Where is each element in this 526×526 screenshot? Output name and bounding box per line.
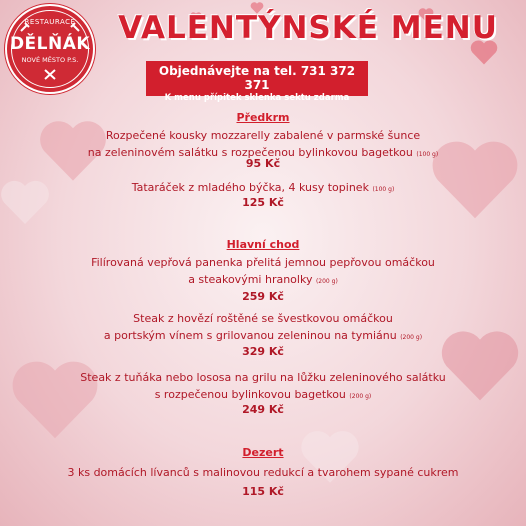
item-line: Steak z hovězí roštěné se švestkovou omáčkou: [133, 312, 393, 325]
hammer-icon: [19, 21, 31, 33]
item-weight: (200 g): [349, 393, 372, 400]
menu-title: VALENTÝNSKÉ MENU: [118, 10, 498, 46]
item-price: 249 Kč: [242, 403, 284, 416]
item-price: 259 Kč: [242, 290, 284, 303]
menu-item-description: [0, 464, 526, 481]
item-weight: (100 g): [372, 186, 395, 193]
menu-item-description: [0, 369, 526, 405]
section-title-hlavni-chod: Hlavní chod: [226, 238, 300, 251]
item-line: Steak z tuňáka nebo lososa na grilu na lůžku zeleninového salátku: [80, 371, 446, 384]
section-title-dezert: Dezert: [242, 446, 284, 459]
logo-top-text: RESTAURACE: [24, 18, 76, 26]
item-price: 115 Kč: [242, 485, 284, 498]
item-price: 125 Kč: [242, 196, 284, 209]
crossed-hammers-icon: [43, 68, 57, 80]
order-phone: Objednávejte na tel. 731 372 371: [158, 64, 356, 92]
item-line: na zeleninovém salátku s rozpečenou bylinkovou bagetkou: [87, 146, 413, 159]
menu-item-description: [0, 310, 526, 346]
item-price: 329 Kč: [242, 345, 284, 358]
item-weight: (100 g): [416, 151, 439, 158]
item-weight: (200 g): [400, 334, 423, 341]
item-line: Rozpečené kousky mozzarelly zabalené v parmské šunce: [105, 129, 421, 142]
logo-bottom-text: NOVÉ MĚSTO P.S.: [21, 56, 79, 64]
order-note: K menu přípitek sklenka sektu zdarma: [164, 93, 350, 103]
hammer-icon: [69, 21, 81, 33]
menu-item-description: [0, 254, 526, 290]
item-line: Tataráček z mladého býčka, 4 kusy topinek: [131, 181, 369, 194]
item-line: a steakovými hranolky: [188, 273, 313, 286]
item-line: 3 ks domácích lívanců s malinovou redukcí a tvarohem sypané cukrem: [67, 466, 459, 479]
item-line: Filírovaná vepřová panenka přelitá jemnou pepřovou omáčkou: [91, 256, 435, 269]
order-info-box: [146, 61, 368, 103]
item-price: 95 Kč: [245, 157, 281, 170]
item-line: s rozpečenou bylinkovou bagetkou: [154, 388, 346, 401]
logo-name: DĚLŇÁK: [9, 34, 91, 54]
item-weight: (200 g): [315, 278, 338, 285]
restaurant-logo: [5, 4, 95, 94]
section-title-predkrm: Předkrm: [236, 111, 290, 124]
item-line: a portským vínem s grilovanou zeleninou na tymiánu: [103, 329, 397, 342]
